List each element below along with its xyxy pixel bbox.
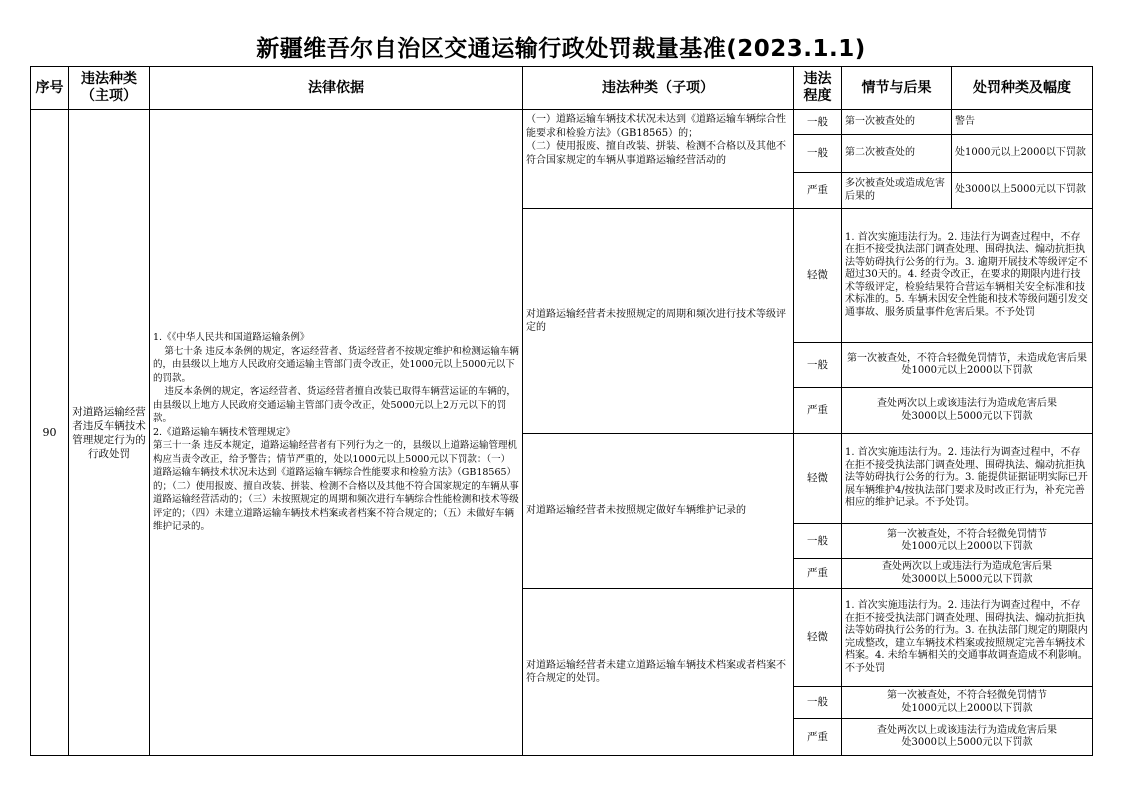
degree-cell: 严重 xyxy=(794,559,842,589)
penalty-cell: 处3000以上5000元以下罚款 xyxy=(952,173,1093,209)
sub-type-cell: （一）道路运输车辆技术状况未达到《道路运输车辆综合性能要求和检验方法》（GB18565）的； （二）使用报废、擅自改装、拼装、检测不合格以及其他不符合国家规定的车辆从事道路运输经营活动的 xyxy=(523,110,794,209)
row-legal-basis xyxy=(150,110,523,756)
sub-type-cell: 对道路运输经营者未建立道路运输车辆技术档案或者档案不符合规定的处罚。 xyxy=(523,589,794,756)
degree-cell: 严重 xyxy=(794,719,842,756)
sub-type-cell: 对道路运输经营者未按照规定的周期和频次进行技术等级评定的 xyxy=(523,209,794,434)
circumstance-cell: 1. 首次实施违法行为。2. 违法行为调查过程中，不存在拒不接受执法部门调查处理、围碍执法、煽动抗拒执法等妨碍执行公务的行为。3. 逾期开展技术等级评定不超过30天的。4. 经责令改正，在要求的期限内进行技术等级评定，检验结果符合营运车辆相关安全标准和技术标准的。5. 车辆未因安全性能和技术等级问题引发交通事故、服务质量事件危害后果。不予处罚 xyxy=(842,209,1093,343)
degree-cell: 严重 xyxy=(794,388,842,434)
penalty-cell: 处1000元以上2000以下罚款 xyxy=(952,135,1093,173)
circumstance-cell: 查处两次以上或该违法行为造成危害后果 处3000以上5000元以下罚款 xyxy=(842,719,1093,756)
degree-cell: 一般 xyxy=(794,135,842,173)
legal-line: 违反本条例的规定，客运经营者、货运经营者擅自改装已取得车辆营运证的车辆的，由县级以上地方人民政府交通运输主管部门责令改正，处5000元以上2万元以下的罚款。 xyxy=(153,386,516,425)
header-main-type-line1: 违法种类 xyxy=(81,71,137,87)
header-sub-type: 违法种类（子项） xyxy=(523,67,794,110)
penalty-table xyxy=(30,66,1093,756)
circumstance-cell: 1. 首次实施违法行为。2. 违法行为调查过程中，不存在拒不接受执法部门调查处理、围碍执法、煽动抗拒执法等妨碍执行公务的行为。3. 能提供证据证明实际已开展车辆维护4/按执法部门要求及时改正行为，补充完善相应的维护记录。不予处罚。 xyxy=(842,434,1093,524)
header-row xyxy=(31,67,1093,110)
degree-cell: 一般 xyxy=(794,524,842,559)
legal-line: 2.《道路运输车辆技术管理规定》 xyxy=(153,426,296,438)
header-legal-basis: 法律依据 xyxy=(150,67,523,110)
circumstance-cell: 第一次被查处，不符合轻微免罚情节，未造成危害后果 处1000元以上2000以下罚款 xyxy=(842,343,1093,388)
degree-cell: 轻微 xyxy=(794,434,842,524)
circumstance-cell: 1. 首次实施违法行为。2. 违法行为调查过程中，不存在拒不接受执法部门调查处理、围碍执法、煽动抗拒执法等妨碍执行公务的行为。3. 在执法部门规定的期限内完成整改，建立车辆技术档案或按照规定完善车辆技术档案。4. 未给车辆相关的交通事故调查造成不利影响。不予处罚 xyxy=(842,589,1093,687)
header-degree-line2: 程度 xyxy=(803,88,832,104)
degree-cell: 严重 xyxy=(794,173,842,209)
degree-cell: 一般 xyxy=(794,110,842,135)
degree-cell: 一般 xyxy=(794,687,842,719)
header-circumstance: 情节与后果 xyxy=(842,67,952,110)
header-main-type-line2: （主项） xyxy=(81,88,137,104)
header-penalty: 处罚种类及幅度 xyxy=(952,67,1093,110)
header-degree xyxy=(794,67,842,110)
legal-line: 第三十一条 违反本规定，道路运输经营者有下列行为之一的，县级以上道路运输管理机构应当责令改正，给予警告；情节严重的，处以1000元以上5000元以下罚款：（一）道路运输车辆技术状况未达到《道路运输车辆综合性能要求和检验方法》（GB18565）的；（二）使用报废、擅自改装、拼装、检测不合格以及其他不符合国家规定的车辆从事道路运输经营活动的；（三）未按照规定的周期和频次进行车辆综合性能检测和技术等级评定的；（四）未建立道路运输车辆技术档案或者档案不符合规定的；（五）未做好车辆维护记录的。 xyxy=(153,440,519,533)
legal-line: 1.《《中华人民共和国道路运输条例》 xyxy=(153,332,310,344)
degree-cell: 一般 xyxy=(794,343,842,388)
row-seq: 90 xyxy=(31,110,69,756)
degree-cell: 轻微 xyxy=(794,589,842,687)
degree-cell: 轻微 xyxy=(794,209,842,343)
legal-line: 第七十条 违反本条例的规定，客运经营者、货运经营者不按规定维护和检测运输车辆的，由县级以上地方人民政府交通运输主管部门责令改正，处1000元以上5000元以下的罚款。 xyxy=(153,345,519,384)
circumstance-cell: 多次被查处或造成危害后果的 xyxy=(842,173,952,209)
sub-type-cell: 对道路运输经营者未按照规定做好车辆维护记录的 xyxy=(523,434,794,589)
circumstance-cell: 查处两次以上或该违法行为造成危害后果 处3000以上5000元以下罚款 xyxy=(842,388,1093,434)
row-main-type: 对道路运输经营者违反车辆技术管理规定行为的行政处罚 xyxy=(69,110,150,756)
header-seq: 序号 xyxy=(31,67,69,110)
circumstance-cell: 第一次被查处的 xyxy=(842,110,952,135)
circumstance-cell: 查处两次以上或违法行为造成危害后果 处3000以上5000元以下罚款 xyxy=(842,559,1093,589)
header-degree-line1: 违法 xyxy=(803,71,832,87)
page-title: 新疆维吾尔自治区交通运输行政处罚裁量基准(2023.1.1) xyxy=(256,36,866,62)
circumstance-cell: 第二次被查处的 xyxy=(842,135,952,173)
penalty-cell: 警告 xyxy=(952,110,1093,135)
table-row xyxy=(31,110,1093,135)
circumstance-cell: 第一次被查处，不符合轻微免罚情节 处1000元以上2000以下罚款 xyxy=(842,524,1093,559)
circumstance-cell: 第一次被查处，不符合轻微免罚情节 处1000元以上2000以下罚款 xyxy=(842,687,1093,719)
header-main-type xyxy=(69,67,150,110)
